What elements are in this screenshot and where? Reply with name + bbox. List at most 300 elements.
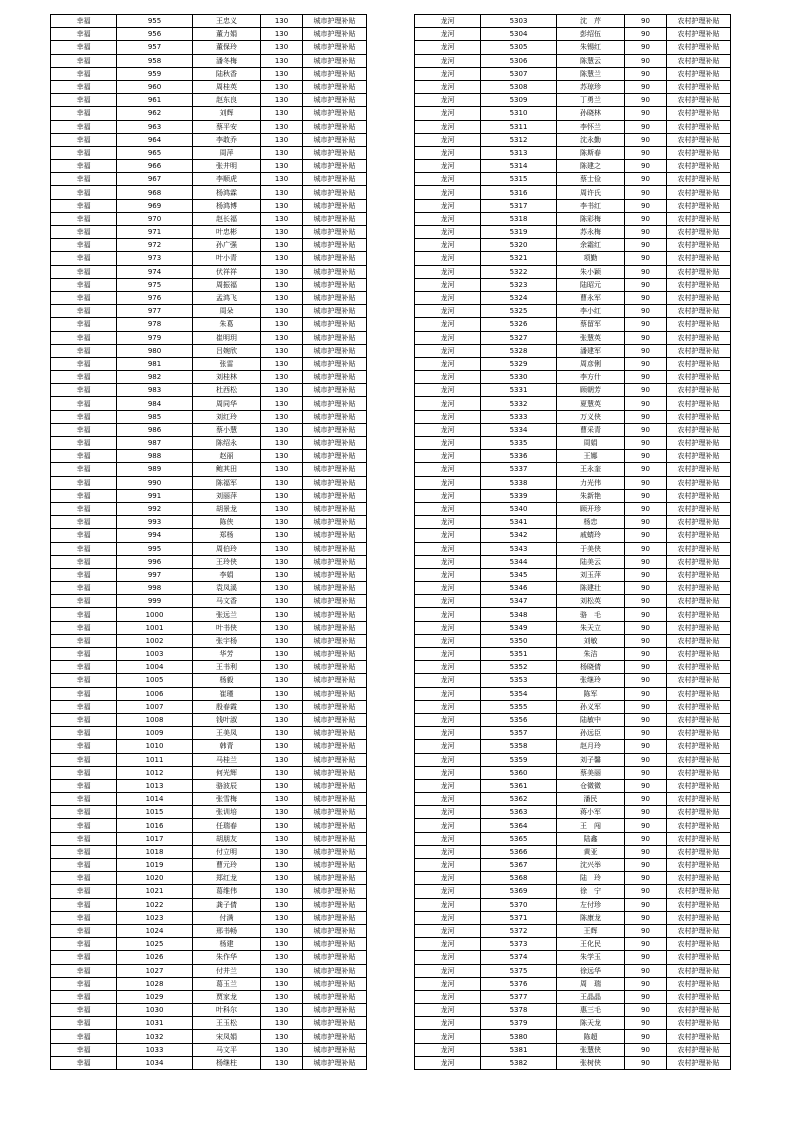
name-cell: 刘桂林	[193, 371, 261, 384]
table-row	[51, 384, 367, 397]
amount-cell: 90	[625, 555, 667, 568]
table-row	[415, 305, 731, 318]
table-row	[51, 806, 367, 819]
amount-cell: 90	[625, 753, 667, 766]
town-cell: 幸福	[51, 331, 117, 344]
table-row	[415, 15, 731, 28]
town-cell: 龙河	[415, 212, 481, 225]
name-cell: 蔡美丽	[557, 766, 625, 779]
subsidy-type-cell: 农村护理补贴	[667, 146, 731, 159]
amount-cell: 130	[261, 160, 303, 173]
table-row	[415, 582, 731, 595]
table-row	[415, 542, 731, 555]
name-cell: 陈福军	[193, 476, 261, 489]
town-cell: 幸福	[51, 107, 117, 120]
table-row	[51, 331, 367, 344]
amount-cell: 90	[625, 186, 667, 199]
town-cell: 龙河	[415, 331, 481, 344]
subsidy-type-cell: 农村护理补贴	[667, 1043, 731, 1056]
subsidy-type-cell: 城市护理补贴	[303, 437, 367, 450]
subsidy-type-cell: 城市护理补贴	[303, 1030, 367, 1043]
table-row	[51, 898, 367, 911]
serial-cell: 5365	[481, 832, 557, 845]
table-row	[51, 305, 367, 318]
town-cell: 龙河	[415, 278, 481, 291]
town-cell: 幸福	[51, 173, 117, 186]
town-cell: 幸福	[51, 713, 117, 726]
table-row	[51, 542, 367, 555]
table-row	[415, 344, 731, 357]
town-cell: 龙河	[415, 542, 481, 555]
serial-cell: 5349	[481, 621, 557, 634]
table-row	[51, 621, 367, 634]
subsidy-type-cell: 农村护理补贴	[667, 674, 731, 687]
amount-cell: 130	[261, 54, 303, 67]
table-row	[415, 502, 731, 515]
serial-cell: 5328	[481, 344, 557, 357]
serial-cell: 984	[117, 397, 193, 410]
amount-cell: 90	[625, 28, 667, 41]
serial-cell: 1005	[117, 674, 193, 687]
serial-cell: 1018	[117, 845, 193, 858]
name-cell: 贾家龙	[193, 990, 261, 1003]
town-cell: 龙河	[415, 1043, 481, 1056]
table-row	[415, 964, 731, 977]
name-cell: 袁凤溪	[193, 582, 261, 595]
amount-cell: 130	[261, 674, 303, 687]
table-row	[51, 146, 367, 159]
subsidy-type-cell: 农村护理补贴	[667, 1030, 731, 1043]
serial-cell: 5353	[481, 674, 557, 687]
name-cell: 李娟	[193, 568, 261, 581]
amount-cell: 90	[625, 160, 667, 173]
amount-cell: 90	[625, 239, 667, 252]
name-cell: 周彦俐	[557, 357, 625, 370]
subsidy-type-cell: 城市护理补贴	[303, 582, 367, 595]
town-cell: 幸福	[51, 199, 117, 212]
name-cell: 沈永勤	[557, 133, 625, 146]
amount-cell: 90	[625, 806, 667, 819]
serial-cell: 1016	[117, 819, 193, 832]
table-row	[51, 700, 367, 713]
subsidy-type-cell: 城市护理补贴	[303, 212, 367, 225]
town-cell: 幸福	[51, 437, 117, 450]
table-row	[415, 700, 731, 713]
amount-cell: 90	[625, 779, 667, 792]
subsidy-type-cell: 农村护理补贴	[667, 832, 731, 845]
table-row	[51, 885, 367, 898]
serial-cell: 5339	[481, 489, 557, 502]
table-row	[51, 832, 367, 845]
subsidy-type-cell: 城市护理补贴	[303, 371, 367, 384]
amount-cell: 130	[261, 1030, 303, 1043]
serial-cell: 982	[117, 371, 193, 384]
serial-cell: 5341	[481, 516, 557, 529]
amount-cell: 130	[261, 344, 303, 357]
name-cell: 付满	[193, 911, 261, 924]
amount-cell: 130	[261, 700, 303, 713]
town-cell: 幸福	[51, 1056, 117, 1069]
town-cell: 幸福	[51, 898, 117, 911]
serial-cell: 5327	[481, 331, 557, 344]
name-cell: 潘建军	[557, 344, 625, 357]
amount-cell: 90	[625, 331, 667, 344]
town-cell: 龙河	[415, 450, 481, 463]
subsidy-type-cell: 城市护理补贴	[303, 766, 367, 779]
table-row	[415, 713, 731, 726]
subsidy-type-cell: 城市护理补贴	[303, 819, 367, 832]
name-cell: 朱小颖	[557, 265, 625, 278]
town-cell: 龙河	[415, 806, 481, 819]
amount-cell: 90	[625, 529, 667, 542]
subsidy-type-cell: 农村护理补贴	[667, 872, 731, 885]
town-cell: 龙河	[415, 28, 481, 41]
serial-cell: 5319	[481, 226, 557, 239]
town-cell: 幸福	[51, 872, 117, 885]
table-row	[415, 199, 731, 212]
table-row	[415, 740, 731, 753]
town-cell: 龙河	[415, 832, 481, 845]
amount-cell: 90	[625, 199, 667, 212]
name-cell: 杜西松	[193, 384, 261, 397]
table-row	[51, 199, 367, 212]
serial-cell: 955	[117, 15, 193, 28]
town-cell: 龙河	[415, 898, 481, 911]
town-cell: 幸福	[51, 753, 117, 766]
amount-cell: 90	[625, 265, 667, 278]
name-cell: 王美凤	[193, 727, 261, 740]
subsidy-type-cell: 城市护理补贴	[303, 265, 367, 278]
town-cell: 龙河	[415, 489, 481, 502]
serial-cell: 5357	[481, 727, 557, 740]
amount-cell: 90	[625, 173, 667, 186]
amount-cell: 90	[625, 898, 667, 911]
table-row	[415, 186, 731, 199]
amount-cell: 130	[261, 450, 303, 463]
town-cell: 幸福	[51, 779, 117, 792]
serial-cell: 1013	[117, 779, 193, 792]
amount-cell: 130	[261, 806, 303, 819]
amount-cell: 130	[261, 859, 303, 872]
subsidy-type-cell: 城市护理补贴	[303, 516, 367, 529]
name-cell: 李小红	[557, 305, 625, 318]
name-cell: 马文香	[193, 595, 261, 608]
name-cell: 蔡小慧	[193, 423, 261, 436]
town-cell: 幸福	[51, 384, 117, 397]
amount-cell: 130	[261, 331, 303, 344]
amount-cell: 130	[261, 94, 303, 107]
town-cell: 龙河	[415, 779, 481, 792]
table-row	[51, 107, 367, 120]
subsidy-type-cell: 农村护理补贴	[667, 740, 731, 753]
serial-cell: 1017	[117, 832, 193, 845]
town-cell: 幸福	[51, 977, 117, 990]
subsidy-type-cell: 农村护理补贴	[667, 384, 731, 397]
name-cell: 潘民	[557, 793, 625, 806]
amount-cell: 90	[625, 502, 667, 515]
name-cell: 黄亚	[557, 845, 625, 858]
table-row	[415, 595, 731, 608]
name-cell: 蔡留军	[557, 318, 625, 331]
amount-cell: 130	[261, 1043, 303, 1056]
table-row	[415, 239, 731, 252]
town-cell: 幸福	[51, 67, 117, 80]
serial-cell: 968	[117, 186, 193, 199]
town-cell: 幸福	[51, 911, 117, 924]
subsidy-type-cell: 农村护理补贴	[667, 410, 731, 423]
subsidy-type-cell: 农村护理补贴	[667, 885, 731, 898]
name-cell: 周 瑞	[557, 977, 625, 990]
table-row	[51, 687, 367, 700]
subsidy-type-cell: 城市护理补贴	[303, 502, 367, 515]
amount-cell: 130	[261, 423, 303, 436]
subsidy-type-cell: 城市护理补贴	[303, 80, 367, 93]
amount-cell: 130	[261, 648, 303, 661]
table-row	[51, 964, 367, 977]
serial-cell: 5368	[481, 872, 557, 885]
subsidy-type-cell: 城市护理补贴	[303, 463, 367, 476]
town-cell: 龙河	[415, 239, 481, 252]
serial-cell: 5375	[481, 964, 557, 977]
serial-cell: 5306	[481, 54, 557, 67]
table-row	[51, 371, 367, 384]
name-cell: 周伯玲	[193, 542, 261, 555]
subsidy-type-cell: 农村护理补贴	[667, 555, 731, 568]
town-cell: 龙河	[415, 648, 481, 661]
table-row	[51, 582, 367, 595]
name-cell: 朱作华	[193, 951, 261, 964]
name-cell: 陆敏中	[557, 713, 625, 726]
subsidy-type-cell: 城市护理补贴	[303, 67, 367, 80]
amount-cell: 90	[625, 41, 667, 54]
town-cell: 幸福	[51, 41, 117, 54]
amount-cell: 90	[625, 885, 667, 898]
town-cell: 龙河	[415, 713, 481, 726]
amount-cell: 130	[261, 977, 303, 990]
serial-cell: 1019	[117, 859, 193, 872]
table-row	[51, 291, 367, 304]
amount-cell: 90	[625, 674, 667, 687]
amount-cell: 90	[625, 648, 667, 661]
table-row	[51, 450, 367, 463]
subsidy-type-cell: 城市护理补贴	[303, 397, 367, 410]
amount-cell: 130	[261, 1004, 303, 1017]
subsidy-type-cell: 农村护理补贴	[667, 1017, 731, 1030]
amount-cell: 130	[261, 529, 303, 542]
name-cell: 杨建	[193, 938, 261, 951]
name-cell: 陈建壮	[557, 582, 625, 595]
name-cell: 周桂英	[193, 80, 261, 93]
amount-cell: 90	[625, 661, 667, 674]
table-row	[51, 173, 367, 186]
town-cell: 幸福	[51, 555, 117, 568]
subsidy-type-cell: 城市护理补贴	[303, 305, 367, 318]
table-row	[51, 1056, 367, 1069]
amount-cell: 130	[261, 964, 303, 977]
serial-cell: 5326	[481, 318, 557, 331]
table-row	[415, 67, 731, 80]
name-cell: 左付珍	[557, 898, 625, 911]
amount-cell: 90	[625, 291, 667, 304]
town-cell: 幸福	[51, 160, 117, 173]
town-cell: 龙河	[415, 67, 481, 80]
table-row	[415, 977, 731, 990]
name-cell: 付立明	[193, 845, 261, 858]
table-row	[51, 239, 367, 252]
amount-cell: 90	[625, 516, 667, 529]
table-row	[415, 634, 731, 647]
name-cell: 陈彩梅	[557, 212, 625, 225]
amount-cell: 90	[625, 410, 667, 423]
town-cell: 龙河	[415, 582, 481, 595]
town-cell: 龙河	[415, 371, 481, 384]
name-cell: 蒋小军	[557, 806, 625, 819]
town-cell: 龙河	[415, 740, 481, 753]
town-cell: 幸福	[51, 1043, 117, 1056]
amount-cell: 130	[261, 173, 303, 186]
table-row	[51, 410, 367, 423]
table-row	[415, 516, 731, 529]
amount-cell: 90	[625, 911, 667, 924]
town-cell: 龙河	[415, 54, 481, 67]
name-cell: 赵月玲	[557, 740, 625, 753]
amount-cell: 90	[625, 542, 667, 555]
subsidy-type-cell: 农村护理补贴	[667, 951, 731, 964]
subsidy-type-cell: 农村护理补贴	[667, 331, 731, 344]
amount-cell: 90	[625, 476, 667, 489]
subsidy-type-cell: 农村护理补贴	[667, 67, 731, 80]
subsidy-type-cell: 农村护理补贴	[667, 463, 731, 476]
table-row	[415, 806, 731, 819]
table-row	[415, 1056, 731, 1069]
subsidy-type-cell: 农村护理补贴	[667, 291, 731, 304]
table-row	[415, 450, 731, 463]
serial-cell: 5311	[481, 120, 557, 133]
subsidy-type-cell: 农村护理补贴	[667, 806, 731, 819]
amount-cell: 130	[261, 15, 303, 28]
name-cell: 曹采青	[557, 423, 625, 436]
serial-cell: 975	[117, 278, 193, 291]
amount-cell: 90	[625, 832, 667, 845]
name-cell: 杨忠	[557, 516, 625, 529]
town-cell: 幸福	[51, 582, 117, 595]
serial-cell: 1034	[117, 1056, 193, 1069]
name-cell: 何光辉	[193, 766, 261, 779]
name-cell: 周许氏	[557, 186, 625, 199]
serial-cell: 5358	[481, 740, 557, 753]
serial-cell: 1031	[117, 1017, 193, 1030]
amount-cell: 130	[261, 371, 303, 384]
left-roster-table	[50, 14, 367, 1070]
town-cell: 幸福	[51, 1017, 117, 1030]
town-cell: 龙河	[415, 173, 481, 186]
serial-cell: 5378	[481, 1004, 557, 1017]
amount-cell: 130	[261, 582, 303, 595]
amount-cell: 130	[261, 41, 303, 54]
subsidy-type-cell: 城市护理补贴	[303, 990, 367, 1003]
serial-cell: 5348	[481, 608, 557, 621]
subsidy-type-cell: 城市护理补贴	[303, 199, 367, 212]
serial-cell: 961	[117, 94, 193, 107]
table-row	[51, 476, 367, 489]
table-row	[51, 1043, 367, 1056]
town-cell: 龙河	[415, 397, 481, 410]
amount-cell: 90	[625, 964, 667, 977]
name-cell: 余霜红	[557, 239, 625, 252]
subsidy-type-cell: 农村护理补贴	[667, 1004, 731, 1017]
table-row	[51, 938, 367, 951]
subsidy-type-cell: 农村护理补贴	[667, 687, 731, 700]
town-cell: 幸福	[51, 766, 117, 779]
amount-cell: 90	[625, 766, 667, 779]
amount-cell: 130	[261, 291, 303, 304]
table-row	[51, 516, 367, 529]
amount-cell: 130	[261, 133, 303, 146]
subsidy-type-cell: 农村护理补贴	[667, 542, 731, 555]
table-row	[51, 1030, 367, 1043]
table-row	[51, 54, 367, 67]
town-cell: 幸福	[51, 239, 117, 252]
subsidy-type-cell: 城市护理补贴	[303, 278, 367, 291]
serial-cell: 5345	[481, 568, 557, 581]
town-cell: 龙河	[415, 951, 481, 964]
name-cell: 王书利	[193, 661, 261, 674]
subsidy-type-cell: 农村护理补贴	[667, 212, 731, 225]
amount-cell: 130	[261, 911, 303, 924]
amount-cell: 90	[625, 687, 667, 700]
subsidy-type-cell: 城市护理补贴	[303, 964, 367, 977]
town-cell: 龙河	[415, 661, 481, 674]
name-cell: 杨毅	[193, 674, 261, 687]
table-row	[51, 568, 367, 581]
name-cell: 赵长福	[193, 212, 261, 225]
amount-cell: 90	[625, 252, 667, 265]
town-cell: 龙河	[415, 938, 481, 951]
name-cell: 伏祥祥	[193, 265, 261, 278]
subsidy-type-cell: 农村护理补贴	[667, 278, 731, 291]
serial-cell: 5320	[481, 239, 557, 252]
table-row	[415, 212, 731, 225]
table-row	[51, 226, 367, 239]
subsidy-type-cell: 城市护理补贴	[303, 15, 367, 28]
town-cell: 龙河	[415, 410, 481, 423]
name-cell: 朱锡红	[557, 41, 625, 54]
amount-cell: 130	[261, 1056, 303, 1069]
serial-cell: 1021	[117, 885, 193, 898]
serial-cell: 988	[117, 450, 193, 463]
name-cell: 陆秋香	[193, 67, 261, 80]
town-cell: 龙河	[415, 1017, 481, 1030]
serial-cell: 5331	[481, 384, 557, 397]
town-cell: 幸福	[51, 502, 117, 515]
name-cell: 陆鑫	[557, 832, 625, 845]
serial-cell: 1025	[117, 938, 193, 951]
subsidy-type-cell: 农村护理补贴	[667, 898, 731, 911]
town-cell: 幸福	[51, 463, 117, 476]
table-row	[415, 489, 731, 502]
town-cell: 龙河	[415, 344, 481, 357]
table-row	[51, 265, 367, 278]
serial-cell: 5318	[481, 212, 557, 225]
amount-cell: 130	[261, 437, 303, 450]
subsidy-type-cell: 农村护理补贴	[667, 450, 731, 463]
table-row	[415, 160, 731, 173]
name-cell: 徐远华	[557, 964, 625, 977]
town-cell: 龙河	[415, 529, 481, 542]
subsidy-type-cell: 城市护理补贴	[303, 542, 367, 555]
amount-cell: 130	[261, 516, 303, 529]
subsidy-type-cell: 城市护理补贴	[303, 1056, 367, 1069]
